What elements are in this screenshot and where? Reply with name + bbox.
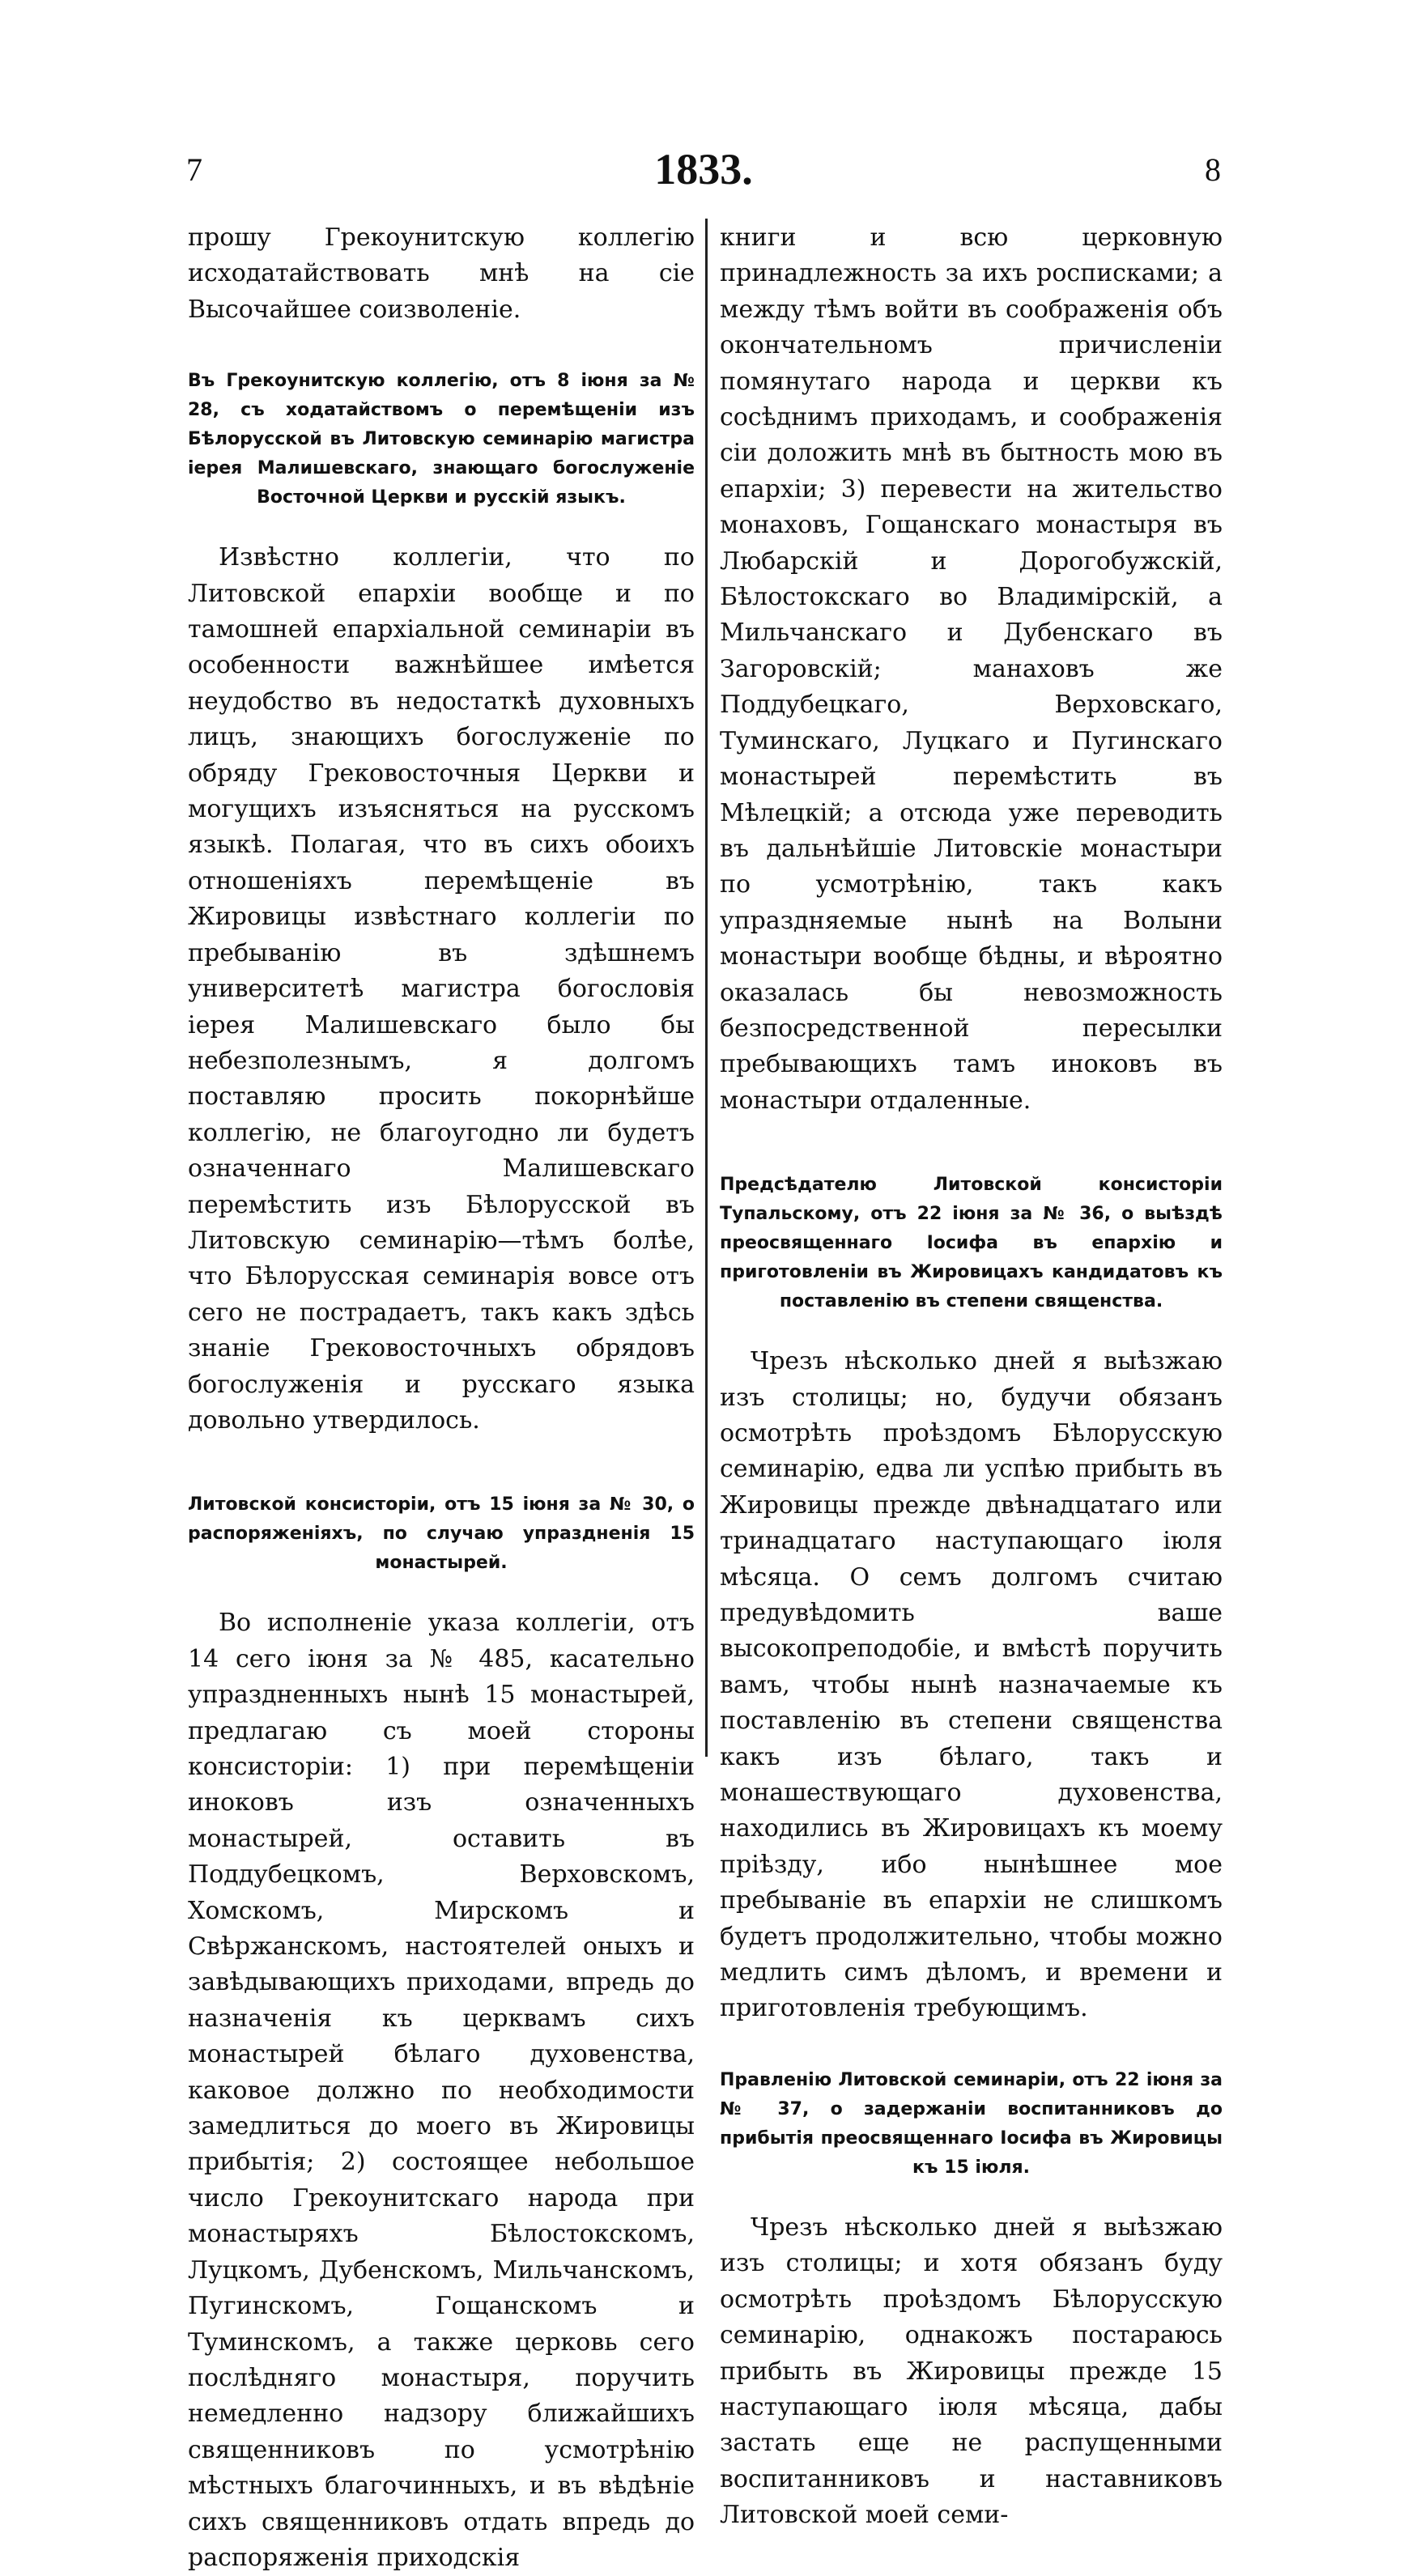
- entry-heading: Литовской консисторіи, отъ 15 іюня за № 30, о распоряженіяхъ, по случаю упраздненія 15 монастырей.: [188, 1494, 695, 1574]
- entry-body: Во исполненіе указа коллегіи, отъ 14 сего іюня за № 485, касательно упраздненныхъ нынѣ 15 монастырей, предлагаю съ моей стороны консисторіи: 1) при перемѣщеніи иноковъ изъ означенныхъ монастырей, оставить въ Поддубецкомъ, Верховскомъ, Хомскомъ, Мирскомъ и Свѣржанскомъ, настоятелей оныхъ и завѣдывающихъ приходами, впредь до назначенія къ церквамъ сихъ монастырей бѣлаго духовенства, каковое должно по необходимости замедлиться до моего въ Жировицы прибытія; 2) состоящее небольшое число Грекоунитскаго народа при монастыряхъ Бѣлостокскомъ, Луцкомъ, Дубенскомъ, Мильчанскомъ, Пугинскомъ, Гощанскомъ и Туминскомъ, а также церковь сего послѣдняго монастыря, поручить немедленно надзору ближайшихъ священниковъ по усмотрѣнію мѣстныхъ благочинныхъ, и въ вѣдѣніе сихъ священниковъ отдать впредь до распоряженія приходскія: [188, 1609, 695, 2572]
- entry-heading: Въ Грекоунитскую коллегію, отъ 8 іюня за № 28, съ ходатайствомъ о перемѣщеніи изъ Бѣлорусской въ Литовскую семинарію магистра іерея Малишевскаго, знающаго богослуженіе Восточной Церкви и русскій языкъ.: [188, 371, 695, 508]
- page-header: [186, 145, 1221, 199]
- entry-body: Чрезъ нѣсколько дней я выѣзжаю изъ столицы; и хотя обязанъ буду осмотрѣть проѣздомъ Бѣлорусскую семинарію, однакожъ постараюсь прибыть въ Жировицы прежде 15 наступающаго іюля мѣсяца, дабы застать еще не распущенными воспитанниковъ и наставниковъ Литовской моей семи-: [720, 2213, 1223, 2530]
- entry-heading: Предсѣдателю Литовской консисторіи Тупальскому, отъ 22 іюня за № 36, о выѣздѣ преосвященнаго Іосифа въ епархію и приготовленіи въ Жировицахъ кандидатовъ къ поставленію въ степени священства.: [720, 1175, 1223, 1312]
- entry-body: Чрезъ нѣсколько дней я выѣзжаю изъ столицы; но, будучи обязанъ осмотрѣть проѣздомъ Бѣлорусскую семинарію, едва ли успѣю прибыть въ Жировицы прежде двѣнадцатаго или тринадцатаго наступающаго іюля мѣсяца. О семъ долгомъ считаю предувѣдомить ваше высокопреподобіе, и вмѣстѣ поручить вамъ, чтобы нынѣ назначаемые къ поставленію въ степени священства какъ изъ бѣлаго, такъ и монашествующаго духовенства, находились въ Жировицахъ къ моему пріѣзду, ибо нынѣшнее мое пребываніе въ епархіи не слишкомъ будетъ продолжительно, чтобы можно медлить симъ дѣломъ, и времени и приготовленія требующимъ.: [720, 1347, 1223, 2023]
- entry-body: Извѣстно коллегіи, что по Литовской епархіи вообще и по тамошней епархіальной семинаріи въ особенности важнѣйшее имѣется неудобство въ недостаткѣ духовныхъ лицъ, знающихъ богослуженіе по обряду Грековосточныя Церкви и могущихъ изъясняться на русскомъ языкѣ. Полагая, что въ сихъ обоихъ отношеніяхъ перемѣщеніе въ Жировицы извѣстнаго коллегіи по пребыванію въ здѣшнемъ университетѣ магистра богословія іерея Малишевскаго было бы небезполезнымъ, я долгомъ поставляю просить покорнѣйше коллегію, не благоугодно ли будетъ означеннаго Малишевскаго перемѣстить изъ Бѣлорусской въ Литовскую семинарію—тѣмъ болѣе, что Бѣлорусская семинарія вовсе отъ сего не пострадаетъ, такъ какъ здѣсь знаніе Грековосточныхъ обрядовъ богослуженія и русскаго языка довольно утвердилось.: [188, 543, 695, 1435]
- entry-heading: Правленію Литовской семинаріи, отъ 22 іюня за № 37, о задержаніи воспитанниковъ до прибытія преосвященнаго Іосифа въ Жировицы къ 15 іюля.: [720, 2069, 1223, 2178]
- continued-paragraph: прошу Грекоунитскую коллегію исходатайствовать мнѣ на сіе Высочайшее соизволеніе.: [188, 223, 695, 324]
- page-number-right: 8: [1205, 151, 1221, 188]
- continued-paragraph: книги и всю церковную принадлежность за ихъ росписками; а между тѣмъ войти въ соображенія объ окончательномъ причисленіи помянутаго народа и церкви къ сосѣднимъ приходамъ, и соображенія сіи доложить мнѣ въ бытность мою въ епархіи; 3) перевести на жительство монаховъ, Гощанскаго монастыря въ Любарскій и Дорогобужскій, Бѣлостокскаго во Владимірскій, а Мильчанскаго и Дубенскаго въ Загоровскій; манаховъ же Поддубецкаго, Верховскаго, Туминскаго, Луцкаго и Пугинскаго монастырей перемѣстить въ Мѣлецкій; а отсюда уже переводить въ дальнѣйшіе Литовскіе монастыри по усмотрѣнію, такъ какъ упраздняемые нынѣ на Волыни монастыри вообще бѣдны, и вѣроятно оказалась бы невозможность безпосредственной пересылки пребывающихъ тамъ иноковъ въ монастыри отдаленные.: [720, 223, 1223, 1115]
- right-column: [720, 220, 1223, 2534]
- year-heading: 1833.: [654, 145, 753, 193]
- column-divider: [705, 219, 708, 1757]
- page-number-left: 7: [186, 151, 202, 188]
- left-column: [188, 220, 695, 2576]
